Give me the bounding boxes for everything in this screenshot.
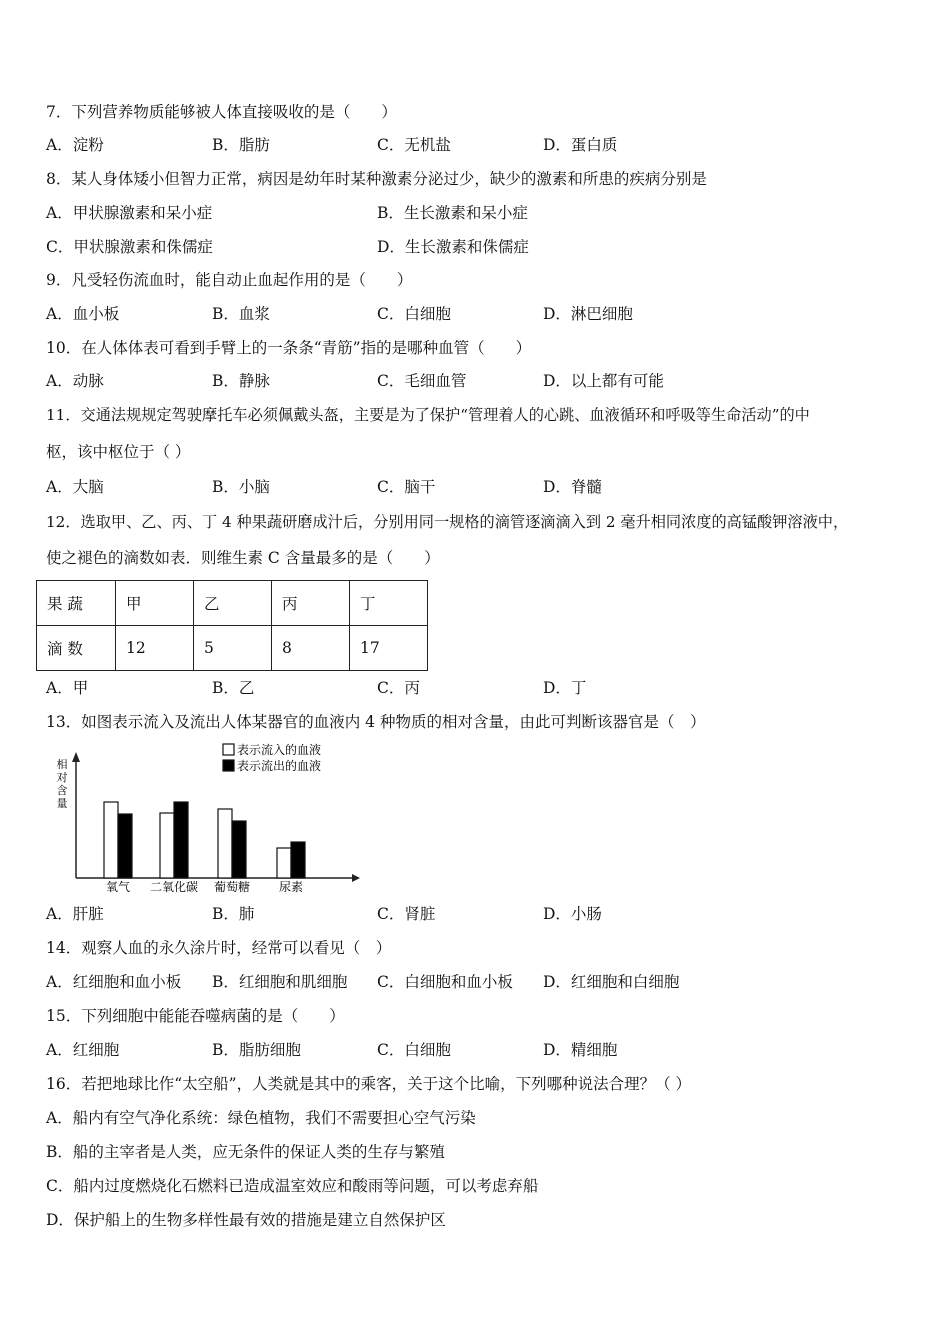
q15-option-c[interactable]: C．白细胞 bbox=[377, 1041, 451, 1059]
bar-outflow bbox=[174, 802, 188, 878]
q10-option-a[interactable]: A．动脉 bbox=[46, 372, 104, 390]
legend-swatch bbox=[223, 744, 234, 755]
q7-option-c[interactable]: C．无机盐 bbox=[377, 136, 451, 154]
bar-outflow bbox=[232, 821, 246, 878]
question-12-stem-line2: 使之褪色的滴数如表．则维生素 C 含量最多的是（ ） bbox=[46, 549, 440, 567]
legend-swatch bbox=[223, 760, 234, 771]
bar-outflow bbox=[118, 814, 132, 878]
ylabel-char: 量 bbox=[56, 797, 68, 810]
q16-option-a[interactable]: A．船内有空气净化系统：绿色植物，我们不需要担心空气污染 bbox=[46, 1109, 476, 1127]
question-7-stem: 7．下列营养物质能够被人体直接吸收的是（ ） bbox=[46, 103, 397, 121]
table-row bbox=[37, 581, 428, 626]
question-8-stem: 8．某人身体矮小但智力正常，病因是幼年时某种激素分泌过少，缺少的激素和所患的疾病分别是 bbox=[46, 170, 707, 188]
question-9-stem: 9．凡受轻伤流血时，能自动止血起作用的是（ ） bbox=[46, 271, 413, 289]
q11-option-c[interactable]: C．脑干 bbox=[377, 478, 436, 496]
table-cell: 滴 数 bbox=[37, 626, 116, 671]
ylabel-char: 相 bbox=[56, 758, 68, 771]
table-cell: 8 bbox=[272, 626, 350, 671]
q7-option-a[interactable]: A．淀粉 bbox=[46, 136, 104, 154]
legend-label: 表示流入的血液 bbox=[237, 743, 322, 757]
bar-inflow bbox=[104, 802, 118, 878]
bar-inflow bbox=[160, 813, 174, 878]
q8-option-b[interactable]: B．生长激素和呆小症 bbox=[377, 204, 528, 222]
table-cell: 丙 bbox=[272, 581, 350, 626]
q14-option-b[interactable]: B．红细胞和肌细胞 bbox=[212, 973, 348, 991]
q16-option-d[interactable]: D．保护船上的生物多样性最有效的措施是建立自然保护区 bbox=[46, 1211, 446, 1229]
table-cell: 乙 bbox=[194, 581, 272, 626]
q13-option-b[interactable]: B．肺 bbox=[212, 905, 255, 923]
table-cell: 5 bbox=[194, 626, 272, 671]
question-15-stem: 15．下列细胞中能能吞噬病菌的是（ ） bbox=[46, 1007, 345, 1025]
q14-option-c[interactable]: C．白细胞和血小板 bbox=[377, 973, 513, 991]
table-cell: 丁 bbox=[350, 581, 428, 626]
q8-option-c[interactable]: C．甲状腺激素和侏儒症 bbox=[46, 238, 213, 256]
chart-bars bbox=[104, 802, 305, 878]
bar-inflow bbox=[277, 848, 291, 878]
q12-option-c[interactable]: C．丙 bbox=[377, 679, 420, 697]
y-axis-arrow bbox=[72, 752, 80, 762]
legend-label: 表示流出的血液 bbox=[237, 759, 322, 773]
q11-option-b[interactable]: B．小脑 bbox=[212, 478, 270, 496]
blood-content-chart bbox=[40, 738, 370, 898]
question-11-stem-line2: 枢，该中枢位于（ ） bbox=[46, 443, 191, 461]
question-10-stem: 10．在人体体表可看到手臂上的一条条“青筋”指的是哪种血管（ ） bbox=[46, 339, 532, 357]
q9-option-b[interactable]: B．血浆 bbox=[212, 305, 270, 323]
q13-option-c[interactable]: C．肾脏 bbox=[377, 905, 436, 923]
question-14-stem: 14．观察人血的永久涂片时，经常可以看见（ ） bbox=[46, 939, 392, 957]
q12-option-b[interactable]: B．乙 bbox=[212, 679, 255, 697]
q14-option-d[interactable]: D．红细胞和白细胞 bbox=[543, 973, 680, 991]
bar-inflow bbox=[218, 809, 232, 878]
q11-option-a[interactable]: A．大脑 bbox=[46, 478, 104, 496]
question-12-stem-line1: 12．选取甲、乙、丙、丁 4 种果蔬研磨成汁后，分别用同一规格的滴管逐滴滴入到 2 毫升相同浓度的高锰酸钾溶液中， bbox=[46, 513, 849, 531]
table-cell: 甲 bbox=[116, 581, 194, 626]
q15-option-b[interactable]: B．脂肪细胞 bbox=[212, 1041, 301, 1059]
x-tick-label: 尿素 bbox=[278, 880, 304, 894]
ylabel-char: 含 bbox=[56, 784, 68, 797]
chart-legend bbox=[223, 742, 321, 773]
q9-option-d[interactable]: D．淋巴细胞 bbox=[543, 305, 633, 323]
table-row bbox=[37, 626, 428, 671]
table-cell: 果 蔬 bbox=[37, 581, 116, 626]
q10-option-c[interactable]: C．毛细血管 bbox=[377, 372, 467, 390]
q8-option-a[interactable]: A．甲状腺激素和呆小症 bbox=[46, 204, 213, 222]
chart-x-ticks bbox=[106, 879, 303, 894]
q16-option-b[interactable]: B．船的主宰者是人类，应无条件的保证人类的生存与繁殖 bbox=[46, 1143, 445, 1161]
q11-option-d[interactable]: D．脊髓 bbox=[543, 478, 602, 496]
question-13-stem: 13．如图表示流入及流出人体某器官的血液内 4 种物质的相对含量，由此可判断该器官是（ ） bbox=[46, 713, 706, 731]
q7-option-d[interactable]: D．蛋白质 bbox=[543, 136, 618, 154]
q9-option-a[interactable]: A．血小板 bbox=[46, 305, 120, 323]
q14-option-a[interactable]: A．红细胞和血小板 bbox=[46, 973, 182, 991]
table-cell: 12 bbox=[116, 626, 194, 671]
q10-option-b[interactable]: B．静脉 bbox=[212, 372, 270, 390]
x-axis-arrow bbox=[352, 874, 360, 882]
q7-option-b[interactable]: B．脂肪 bbox=[212, 136, 270, 154]
q15-option-d[interactable]: D．精细胞 bbox=[543, 1041, 618, 1059]
ylabel-char: 对 bbox=[56, 771, 68, 784]
q15-option-a[interactable]: A．红细胞 bbox=[46, 1041, 120, 1059]
x-tick-label: 二氧化碳 bbox=[149, 880, 199, 894]
question-16-stem: 16．若把地球比作“太空船”，人类就是其中的乘客，关于这个比喻，下列哪种说法合理？（ ） bbox=[46, 1075, 692, 1093]
x-tick-label: 葡萄糖 bbox=[213, 880, 251, 894]
q16-option-c[interactable]: C．船内过度燃烧化石燃料已造成温室效应和酸雨等问题，可以考虑弃船 bbox=[46, 1177, 539, 1195]
q13-option-d[interactable]: D．小肠 bbox=[543, 905, 602, 923]
q12-option-d[interactable]: D．丁 bbox=[543, 679, 587, 697]
q8-option-d[interactable]: D．生长激素和侏儒症 bbox=[377, 238, 529, 256]
chart-ylabel bbox=[57, 757, 68, 810]
q13-option-a[interactable]: A．肝脏 bbox=[46, 905, 104, 923]
drops-table bbox=[36, 580, 428, 671]
x-tick-label: 氧气 bbox=[105, 880, 131, 894]
q12-option-a[interactable]: A．甲 bbox=[46, 679, 89, 697]
question-11-stem-line1: 11．交通法规规定驾驶摩托车必须佩戴头盔，主要是为了保护“管理着人的心跳、血液循环和呼吸等生命活动”的中 bbox=[46, 406, 810, 424]
q9-option-c[interactable]: C．白细胞 bbox=[377, 305, 451, 323]
table-cell: 17 bbox=[350, 626, 428, 671]
q10-option-d[interactable]: D．以上都有可能 bbox=[543, 372, 664, 390]
bar-outflow bbox=[291, 842, 305, 878]
